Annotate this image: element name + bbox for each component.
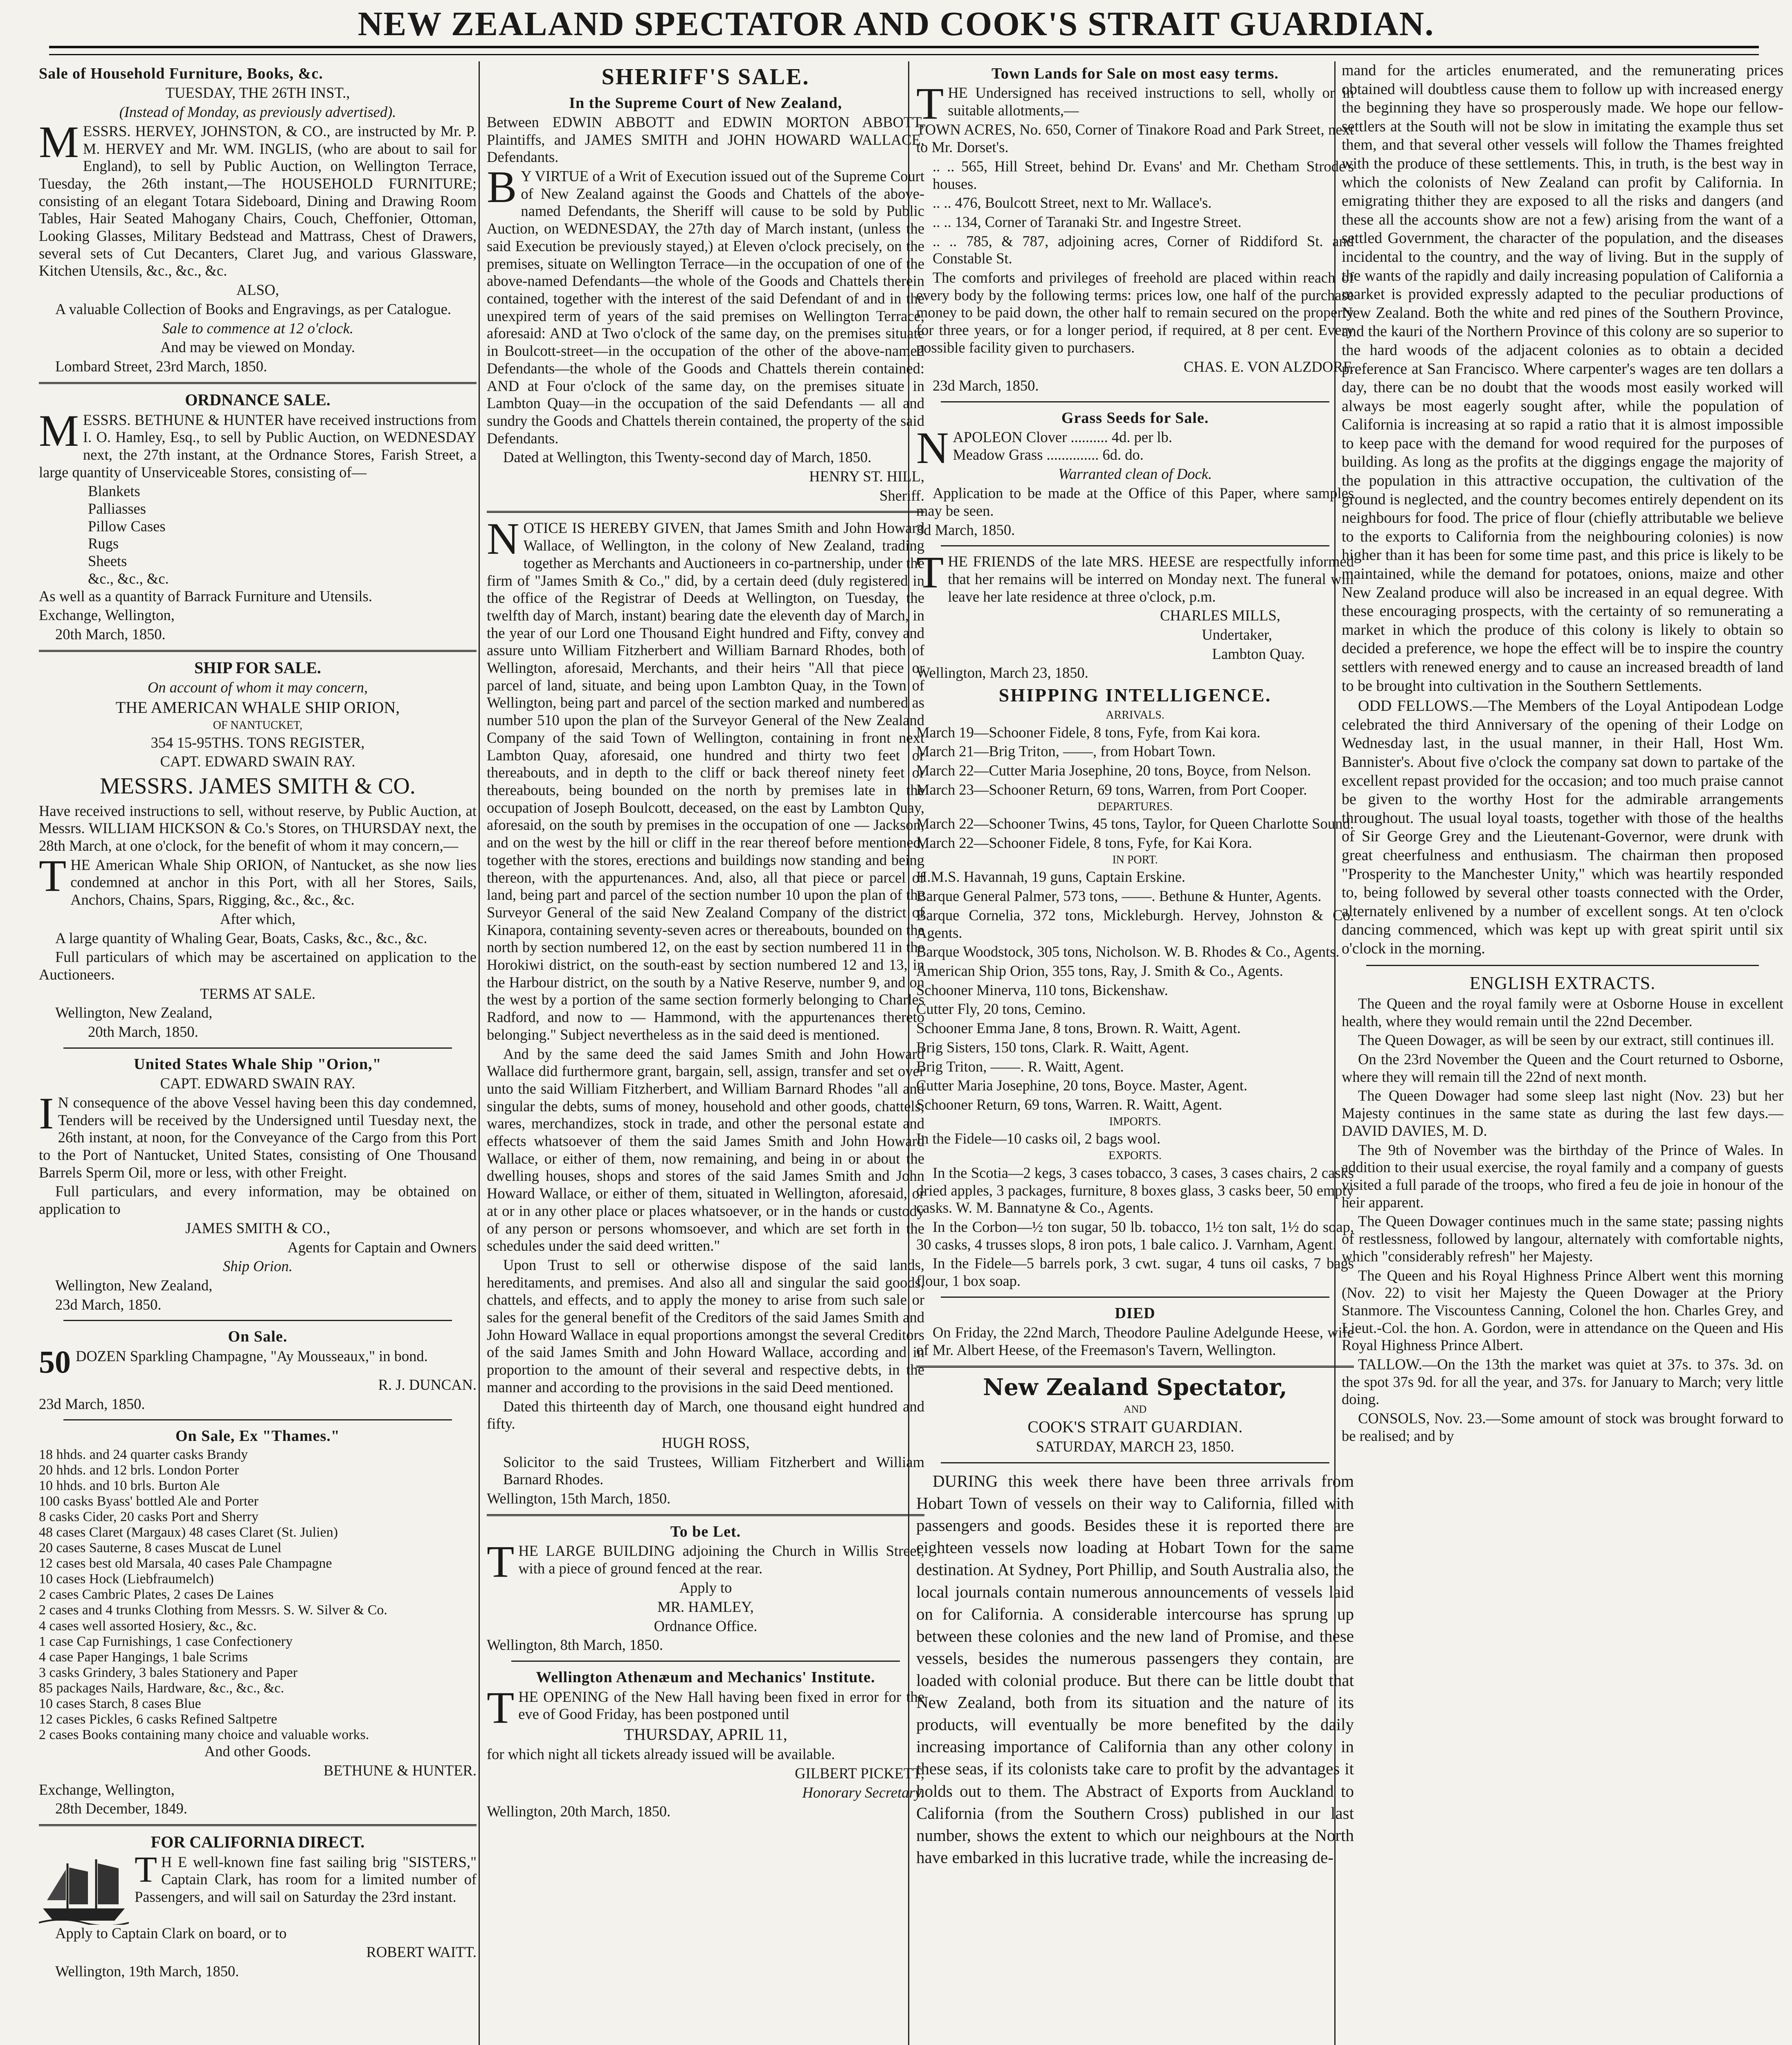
drop-cap: M: [39, 405, 79, 456]
list-item: .. .. 134, Corner of Taranaki Str. and Ingestre Street.: [933, 213, 1241, 230]
shipping-entry: March 22—Schooner Fidele, 8 tons, Fyfe, for Kai Kora.: [916, 834, 1252, 852]
shipping-entry: In the Scotia—2 kegs, 3 cases tobacco, 3 cases, 3 cases chairs, 2 casks dried apples, 3 packages, furniture, 8 boxes glass, 3 casks beer, 50 empty casks. W. M. Bannatyne & Co., Agents.: [916, 1164, 1354, 1216]
oddfellows-article: ODD FELLOWS.—The Members of the Loyal Antipodean Lodge celebrated the third Anniversary of the opening of their Lodge on Wednesday last, in the usual manner, in their Hall, Host Wm. Bannister's. About five o'clock the company sat down to partake of the excellent repast provided for the occasion; and too much praise cannot be given to the worthy Host for the admirable arrangements throughout. The usual loyal toasts, together with those of the healths of Sir George Grey and the Lieutenant-Governor, were drunk with great cheerfulness and enthusiasm. The chairman then proposed "Prosperity to the Manchester Unity," which was heartily responded to, being followed by several other toasts connected with the Order, alternately enlivened by a number of excellent songs. At ten o'clock dancing commenced, which was kept up with great spirit until six o'clock in the morning.: [1342, 697, 1783, 957]
notice-signature: Lambton Quay.: [1212, 645, 1305, 662]
ship-captain: CAPT. EDWARD SWAIN RAY.: [160, 753, 355, 770]
ad-dateline: Wellington, New Zealand,: [55, 1004, 213, 1021]
list-item: TOWN ACRES, No. 650, Corner of Tinakore Road and Park Street, next to Mr. Dorset's.: [916, 121, 1354, 156]
ad-heading: Town Lands for Sale on most easy terms.: [992, 65, 1279, 82]
list-item: Palliasses: [88, 500, 146, 517]
ad-body: As well as a quantity of Barrack Furniture and Utensils.: [39, 587, 372, 605]
shipping-entry: Barque Woodstock, 305 tons, Nicholson. W. B. Rhodes & Co., Agents.: [916, 943, 1340, 960]
ad-body: A large quantity of Whaling Gear, Boats, Casks, &c., &c., &c.: [55, 929, 427, 946]
paper-name-blackletter: New Zealand Spectator,: [983, 1373, 1287, 1401]
price-line: APOLEON Clover .......... 4d. per lb.: [953, 429, 1172, 446]
notice-signature: Sheriff.: [879, 487, 924, 504]
ad-body: HE American Whale Ship ORION, of Nantucket, as she now lies condemned at anchor in this Port, with all her Stores, Sails, Anchors, Chains, Spars, Rigging, &c., &c., &c.: [70, 856, 477, 908]
list-item: 20 hhds. and 12 brls. London Porter: [39, 1462, 239, 1478]
notice-date: Dated at Wellington, this Twenty-second day of March, 1850.: [503, 449, 872, 466]
died-notice: [916, 1304, 1354, 1359]
ad-date: Wellington, 19th March, 1850.: [55, 1963, 239, 1980]
ad-heading: ORDNANCE SALE.: [185, 390, 331, 409]
ordnance-sale-ad: [39, 391, 477, 643]
ad-date-line: TUESDAY, THE 26TH INST.,: [165, 84, 350, 101]
ship-name: THE AMERICAN WHALE SHIP ORION,: [115, 698, 400, 717]
notice-body: OTICE IS HEREBY GIVEN, that James Smith and John Howard Wallace, of Wellington, in the colony of New Zealand, trading together as Merchants and Auctioneers in co-partnership, under the firm of "James Smith & Co.," did, by a certain deed (duly registered in the office of the Registrar of Deeds at Wellington, on Tuesday, the twelfth day of March, instant) bearing date the eleventh day of March, in the year of our Lord one Thousand Eight hundred and Fifty, convey and assure unto William Fitzherbert and William Barnard Rhodes, both of Wellington, aforesaid, Merchants, and their heirs "All that piece or parcel of land, situate, and being upon Lambton Quay, in the Town of Wellington, being part and parcel of the section marked and numbered as number 510 upon the plan of the Surveyor General of the New Zealand Company of the said Town of Wellington, containing in front next Lambton Quay, aforesaid, one hundred and thirty two feet or thereabouts, and in depth to the cliff or back thereof ninety feet or thereabouts, being bounded on the north by premises late in the occupation of Joseph Boulcott, deceased, on the east by Lambton Quay, aforesaid, on the south by premises in the occupation of one — Jackson, and on the west by the hill or cliff in the rear thereof before mentioned, together with the stores, erections and buildings now standing and being thereon, with the appurtenances. And, also, all that piece or parcel of land, being part and parcel of the section number 10 upon the plan of the Surveyor General of the said New Zealand Company of the district of Kinapora, containing seventy-seven acres or thereabouts, bounded on the north by section numbered 12, on the east by section numbered 11 in the Horokiwi district, on the south-east by section numbered 12 and 13, in the Harbour district, on the south by a Native Reserve, number 9, and on the west by a portion of the same section formerly belonging to Charles Radford, and now to — Hammond, with the appurtenances thereto belonging." Subject nevertheless as in the said deed is mentioned.: [487, 519, 924, 1043]
champagne-sale-ad: [39, 1328, 477, 1413]
shipping-entry: Barque Cornelia, 372 tons, Mickleburgh. Hervey, Johnston & Co. Agents.: [916, 906, 1354, 941]
ad-signature: Ordnance Office.: [654, 1617, 758, 1634]
shipping-entry: Cutter Maria Josephine, 20 tons, Boyce. Master, Agent.: [916, 1077, 1248, 1094]
news-item: The 9th of November was the birthday of the Prince of Wales. In addition to their usual exercise, the royal family and a company of guests visited a full parade of the troops, who fired a feu de joie in honour of the heir apparent.: [1342, 1141, 1783, 1211]
ad-subheading: On account of whom it may concern,: [147, 679, 368, 696]
issue-date: SATURDAY, MARCH 23, 1850.: [1036, 1438, 1234, 1455]
divider: [487, 511, 924, 513]
drop-cap: I: [39, 1088, 54, 1138]
athenaeum-notice: [487, 1668, 924, 1820]
ad-signature: JAMES SMITH & CO.,: [185, 1219, 330, 1236]
shipping-entry: Brig Triton, ——. R. Waitt, Agent.: [916, 1058, 1124, 1075]
shipping-entry: Cutter Fly, 20 tons, Cemino.: [916, 1000, 1086, 1018]
sailing-ship-icon: [39, 1855, 129, 1925]
column-rule: [479, 61, 480, 2045]
auction-firm: MESSRS. JAMES SMITH & CO.: [100, 773, 416, 799]
divider: [941, 545, 1329, 546]
divider: [63, 1320, 452, 1321]
ad-body: The comforts and privileges of freehold are placed within reach of every body by the following terms: prices low, one half of the purchase money to be paid down, the other half to remain secured on the property for three years, or for a longer period, if required, at 8 per cent. Every possible facility given to purchasers.: [916, 269, 1354, 356]
ad-note: Sale to commence at 12 o'clock.: [162, 319, 353, 337]
notice-body: HE OPENING of the New Hall having been fixed in error for the eve of Good Friday, has been postponed until: [518, 1688, 924, 1723]
divider: [63, 1419, 452, 1420]
ad-date: 23d March, 1850.: [933, 377, 1039, 394]
ad-date: 20th March, 1850.: [88, 1023, 198, 1040]
drop-cap: T: [135, 1849, 157, 1890]
quantity-figure: 50: [39, 1344, 71, 1380]
notice-signature: Honorary Secretary.: [802, 1784, 924, 1801]
event-date: THURSDAY, APRIL 11,: [624, 1725, 787, 1744]
ad-signature: Agents for Captain and Owners: [287, 1238, 477, 1256]
ad-signature: R. J. DUNCAN.: [378, 1376, 477, 1393]
list-item: 100 casks Byass' bottled Ale and Porter: [39, 1493, 259, 1509]
news-item: The Queen Dowager, as will be seen by our extract, still continues ill.: [1358, 1031, 1774, 1049]
news-item: On the 23rd November the Queen and the Court returned to Osborne, where they will remain till the 22nd of next month.: [1342, 1051, 1783, 1085]
ship-captain: CAPT. EDWARD SWAIN RAY.: [160, 1075, 355, 1092]
list-item: 10 cases Starch, 8 cases Blue: [39, 1696, 201, 1711]
notice-signature: GILBERT PICKETT,: [795, 1765, 924, 1782]
ad-note: Warranted clean of Dock.: [1058, 465, 1212, 483]
news-item: TALLOW.—On the 13th the market was quiet at 37s. to 37s. 3d. on the spot 37s 9d. for all the year, and 37s. for January to March; very little doing.: [1342, 1356, 1783, 1408]
news-item: The Queen Dowager continues much in the same state; passing nights of restlessness, followed by langour, alternately with comfortable nights, which "considerably refresh" her Majesty.: [1342, 1213, 1783, 1265]
paper-subtitle: COOK'S STRAIT GUARDIAN.: [1028, 1417, 1243, 1436]
ad-dateline: Lombard Street, 23rd March, 1850.: [55, 358, 267, 375]
ad-heading: FOR CALIFORNIA DIRECT.: [151, 1832, 365, 1851]
divider: [941, 401, 1329, 402]
ad-date: 28th December, 1849.: [55, 1800, 187, 1817]
column-2: [487, 61, 924, 2045]
editorial-continued: mand for the articles enumerated, and the remunerating prices obtained will doubtless cause them to follow up with increased energy the beginning they have so prosperously made. We hope our fellow-settlers at the South will not be slow in imitating the example thus set them, and that several other vessels will follow the Thames freighted with the produce of these settlements. This, in truth, is the best way in which the colonists of New Zealand can profit by California. In emigrating thither they are exposed to all the risks and dangers (and these all the accounts show are not a few) arising from the want of a settled Government, the character of the population, and the diseases incidental to the country, and the way of living. But in the supply of the wants of the rapidly and daily increasing population of California a market is provided expressly adapted to the peculiar productions of New Zealand. Both the white and red pines of the Southern Province, and the kauri of the Northern Province of this colony are so superior to the hard woods of the adjacent colonies as to obtain a decided preference at San Francisco. Where carpenter's wages are ten dollars a day, there can be no doubt that the woods most easily worked will always be most eagerly sought after, while the population of California is increasing at so rapid a ratio that it is almost impossible to keep pace with the demand for wood required for the purposes of building. As long as the profits at the diggings engage the majority of the population in this attractive occupation, the cultivation of the ground is neglected, and the country becomes entirely dependent on its neighbours for food. The price of flour (chiefly attributable we believe to the exports to California from the neighbouring colonies) is now higher than it has been for some time past, and this price is likely to be maintained, while the demand for potatoes, onions, maize and other New Zealand produce will also be increased in an equal degree. With these encouraging prospects, with the certainty of so remunerating a market in which the produce of this colony is likely to obtain so decided a preference, we hope the effect will be to inspire the country settlers with renewed energy and to cause an increased breadth of land to be brought into cultivation in the Southern Settlements.: [1342, 62, 1783, 694]
ad-date: 3d March, 1850.: [916, 521, 1015, 538]
list-item: 1 case Cap Furnishings, 1 case Confectionery: [39, 1634, 293, 1649]
subsection-heading: ARRIVALS.: [1106, 709, 1165, 721]
divider: [1366, 965, 1759, 966]
list-item: 12 cases Pickles, 6 casks Refined Saltpetre: [39, 1711, 277, 1727]
ad-body: A valuable Collection of Books and Engravings, as per Catalogue.: [55, 300, 452, 317]
english-extracts: [1342, 995, 1783, 1445]
shipping-entry: Barque General Palmer, 573 tons, ——. Bethune & Hunter, Agents.: [916, 888, 1322, 905]
ad-signature: BETHUNE & HUNTER.: [323, 1762, 477, 1779]
ad-heading: Sale of Household Furniture, Books, &c.: [39, 65, 323, 82]
ad-heading: Grass Seeds for Sale.: [1061, 409, 1209, 427]
ad-heading: United States Whale Ship "Orion,": [134, 1055, 382, 1073]
ship-origin: OF NANTUCKET,: [213, 719, 303, 732]
list-item: 4 cases well assorted Hosiery, &c., &c.: [39, 1618, 257, 1634]
list-item: 85 packages Nails, Hardware, &c., &c., &c.: [39, 1680, 284, 1696]
divider: [487, 1514, 924, 1516]
divider: [39, 382, 477, 384]
ad-heading: To be Let.: [670, 1523, 741, 1540]
list-item: .. .. 476, Boulcott Street, next to Mr. Wallace's.: [933, 194, 1212, 211]
price-line: Meadow Grass .............. 6d. do.: [953, 446, 1144, 463]
list-item: 10 hhds. and 10 brls. Burton Ale: [39, 1478, 220, 1493]
news-item: The Queen Dowager had some sleep last night (Nov. 23) but her Majesty continues in the same state as during the last few days.— DAVID DAVIES, M. D.: [1342, 1087, 1783, 1139]
to-be-let-ad: [487, 1523, 924, 1654]
ad-heading: On Sale.: [228, 1328, 288, 1346]
masthead-rule: [49, 46, 1759, 55]
ad-date: Wellington, 8th March, 1850.: [487, 1636, 663, 1654]
news-item: CONSOLS, Nov. 23.—Some amount of stock was brought forward to be realised; and by: [1342, 1410, 1783, 1444]
drop-cap: T: [487, 1537, 515, 1587]
drop-cap: T: [916, 547, 944, 598]
notice-heading: Wellington Athenæum and Mechanics' Institute.: [536, 1669, 875, 1686]
list-item: Pillow Cases: [88, 517, 166, 535]
column-4: [1342, 61, 1783, 2045]
notice-signature: HUGH ROSS,: [661, 1434, 750, 1451]
subsection-heading: IMPORTS.: [1109, 1115, 1161, 1128]
item-list: [39, 483, 477, 587]
shipping-entry: In the Fidele—10 casks oil, 2 bags wool.: [916, 1130, 1161, 1147]
shipping-intelligence: [916, 684, 1354, 1290]
ship-sale-ad: [39, 658, 477, 1041]
shipping-entry: Schooner Minerva, 110 tons, Bickenshaw.: [916, 981, 1168, 998]
list-item: Blankets: [88, 483, 140, 500]
divider: [941, 1297, 1329, 1298]
case-parties: Between EDWIN ABBOTT and EDWIN MORTON ABBOTT, Plaintiffs, and JAMES SMITH and JOHN HOWARD WALLACE, Defendants.: [487, 113, 924, 166]
editorial-body: DURING this week there have been three arrivals from Hobart Town of vessels on their way to California, filled with passengers and goods. Besides these it is reported there are eighteen vessels now loading at Hobart Town for the same destination. At Sydney, Port Phillip, and South Australia also, the local journals contain numerous announcements of vessels laid on for California. A considerable intercourse has sprung up between these colonies and the new land of Promise, and these vessels, besides the numerous passengers they contain, are loaded with colonial produce. But there can be little doubt that New Zealand, both from its situation and the nature of its products, will eventually be more benefited by the daily increasing importance of California than any other colony in these seas, if its colonists take care to profit by the advantages it holds out to them. The Abstract of Exports from Auckland to California (from the Southern Cross) published in our last number, shows the extent to which our neighbours at the North have embarked in this lucrative trade, while the increasing de-: [916, 1472, 1354, 1867]
notice-dateline: Wellington, 20th March, 1850.: [487, 1803, 671, 1820]
drop-cap: T: [39, 850, 67, 901]
furniture-sale-ad: [39, 65, 477, 375]
list-item: 3 casks Grindery, 3 bales Stationery and Paper: [39, 1665, 298, 1680]
list-item: 18 hhds. and 24 quarter casks Brandy: [39, 1447, 248, 1462]
notice-signature: CHARLES MILLS,: [1160, 607, 1280, 624]
ad-body: Application to be made at the Office of this Paper, where samples may be seen.: [916, 485, 1354, 519]
list-item: Rugs: [88, 535, 119, 552]
ad-heading: SHIP FOR SALE.: [194, 658, 322, 677]
divider: [39, 1824, 477, 1826]
list-item: 4 case Paper Hangings, 1 bale Scrims: [39, 1649, 248, 1665]
drop-cap: T: [916, 79, 944, 129]
list-item: .. .. 565, Hill Street, behind Dr. Evans' and Mr. Chetham Strode's houses.: [933, 157, 1354, 192]
drop-cap: M: [39, 117, 79, 167]
shipping-entry: Schooner Return, 69 tons, Warren. R. Waitt, Agent.: [916, 1096, 1223, 1113]
thames-goods-ad: [39, 1427, 477, 1818]
shipping-entry: American Ship Orion, 355 tons, Ray, J. Smith & Co., Agents.: [916, 962, 1283, 979]
ad-body: ESSRS. BETHUNE & HUNTER have received instructions from I. O. Hamley, Esq., to sell by Public Auction, on WEDNESDAY next, the 27th instant, at the Ordnance Stores, Farish Street, a large quantity of Unserviceable Stores, consisting of—: [39, 411, 477, 481]
shipping-entry: March 21—Brig Triton, ——, from Hobart Town.: [916, 743, 1216, 760]
shipping-entry: March 23—Schooner Return, 69 tons, Warren, from Port Cooper.: [916, 781, 1307, 798]
ad-body: Full particulars, and every information, may be obtained on application to: [39, 1183, 477, 1218]
ad-note: After which,: [220, 910, 296, 927]
masthead: [0, 0, 1792, 61]
funeral-notice: [916, 547, 1354, 682]
ad-dateline: Exchange, Wellington,: [39, 1781, 175, 1798]
drop-cap: N: [916, 423, 949, 473]
list-item: &c., &c., &c.: [88, 570, 169, 587]
ad-note: And may be viewed on Monday.: [160, 339, 355, 356]
ad-note: And other Goods.: [204, 1743, 311, 1760]
column-1: [39, 61, 477, 2045]
ad-body: H E well-known fine fast sailing brig "SISTERS," Captain Clark, has room for a limited number of Passengers, and will sail on Saturday the 23rd instant.: [135, 1853, 477, 1906]
ad-note: Apply to: [679, 1579, 732, 1596]
divider: [511, 1661, 900, 1662]
notice-dateline: Wellington, March 23, 1850.: [916, 664, 1088, 681]
town-lands-ad: [916, 65, 1354, 395]
notice-body: And by the same deed the said James Smith and John Howard Wallace did furthermore grant, bargain, sell, assign, transfer and set over unto the said William Fitzherbert, and William Barnard Rhodes "all and singular the debts, sums of money, household and other goods, chattels, wares, merchandizes, stock in trade, and other the personal estate and effects whatsoever of them the said James Smith and John Howard Wallace, or either of them, now remaining, and being in or about the dwelling houses, shops and stores of the said James Smith and John Howard Wallace, or either of them, situated in Wellington, aforesaid, or at or in any other place or places whatsoever, or in the hands or custody of any person or persons whomsoever, and which are set forth in the schedules under the said deed written.": [487, 1045, 924, 1254]
grass-seeds-ad: [916, 409, 1354, 539]
divider: [63, 1047, 452, 1049]
ad-signature: ROBERT WAITT.: [366, 1944, 477, 1961]
news-item: The Queen and the royal family were at Osborne House in excellent health, where they would remain until the 22nd December.: [1342, 995, 1783, 1029]
editorial-header: [916, 1374, 1354, 1456]
list-item: 2 cases Cambric Plates, 2 cases De Laines: [39, 1587, 274, 1602]
subsection-heading: DEPARTURES.: [1097, 800, 1173, 813]
ad-terms: TERMS AT SALE.: [200, 985, 316, 1002]
section-heading: DIED: [1115, 1304, 1156, 1322]
land-list: [916, 121, 1354, 267]
list-item: Sheets: [88, 553, 127, 570]
ad-date: 23d March, 1850.: [55, 1296, 162, 1313]
ad-date: 20th March, 1850.: [55, 625, 166, 643]
shipping-entry: In the Fidele—5 barrels pork, 3 cwt. sugar, 4 tuns oil casks, 7 bags flour, 1 box soap.: [916, 1255, 1354, 1290]
ad-signature: Ship Orion.: [223, 1258, 293, 1275]
ad-body: Apply to Captain Clark on board, or to: [55, 1924, 287, 1942]
notice-body: HE FRIENDS of the late MRS. HEESE are respectfully informed that her remains will be interred on Monday next. The funeral will leave her late residence at three o'clock, p.m.: [948, 553, 1354, 605]
ad-heading: On Sale, Ex "Thames.": [175, 1427, 340, 1445]
newspaper-title: NEW ZEALAND SPECTATOR AND COOK'S STRAIT GUARDIAN.: [358, 5, 1434, 43]
ad-signature: MR. HAMLEY,: [657, 1598, 754, 1615]
drop-cap: T: [487, 1682, 515, 1733]
assignment-notice: [487, 514, 924, 1507]
shipping-entry: In the Corbon—½ ton sugar, 50 lb. tobacco, 1½ ton salt, 1½ do soap, 30 casks, 4 trusses slops, 8 iron pots, 1 bale calico. J. Varnham, Agent.: [916, 1218, 1354, 1253]
drop-cap: B: [487, 162, 517, 212]
shipping-entry: March 19—Schooner Fidele, 8 tons, Fyfe, from Kai kora.: [916, 724, 1261, 741]
news-item: The Queen and his Royal Highness Prince Albert went this morning (Nov. 22) to visit her Majesty the Queen Dowager at the Priory Stanmore. The Viscountess Canning, Colonel the hon. Charles Grey, and Lieut.-Col. the hon. A. Gordon, were in attendance on the Queen and His Royal Highness Prince Albert.: [1342, 1267, 1783, 1354]
subsection-heading: IN PORT.: [1112, 853, 1158, 866]
section-heading: ENGLISH EXTRACTS.: [1469, 973, 1656, 993]
court-name: In the Supreme Court of New Zealand,: [569, 94, 842, 112]
column-3: [916, 61, 1354, 2045]
list-item: 2 cases Books containing many choice and valuable works.: [39, 1727, 369, 1743]
notice-body: Upon Trust to sell or otherwise dispose of the said lands, hereditaments, and premises. And also all and singular the said goods, chattels, and effects, and to apply the money to arise from such sale or sales for the general benefit of the Creditors of the said James Smith and John Howard Wallace in equal proportions amongst the several Creditors of the said James Smith and John Howard Wallace, according and in proportion to the amount of their several and respective debts, in the manner and according to the provisions in the said Deed mentioned.: [487, 1256, 924, 1396]
shipping-entry: March 22—Schooner Twins, 45 tons, Taylor, for Queen Charlotte Sound.: [916, 815, 1354, 832]
notice-dateline: Wellington, 15th March, 1850.: [487, 1490, 671, 1507]
drop-cap: N: [487, 514, 519, 564]
list-item: 20 cases Sauterne, 8 cases Muscat de Lunel: [39, 1540, 281, 1556]
list-item: 12 cases best old Marsala, 40 cases Pale Champagne: [39, 1556, 332, 1571]
ad-signature: CHAS. E. VON ALZDORF.: [1183, 358, 1354, 375]
shipping-entry: H.M.S. Havannah, 19 guns, Captain Erskine.: [916, 868, 1185, 885]
notice-body: for which night all tickets already issued will be available.: [487, 1746, 835, 1763]
list-item: 10 cases Hock (Liebfraumelch): [39, 1571, 214, 1587]
ad-dateline: Wellington, New Zealand,: [55, 1276, 213, 1294]
california-passage-ad: [39, 1833, 477, 1980]
ship-tonnage: 354 15-95THS. TONS REGISTER,: [151, 734, 365, 751]
shipping-entry: Brig Sisters, 150 tons, Clark. R. Waitt, Agent.: [916, 1038, 1189, 1056]
ad-body: Full particulars of which may be ascertained on application to the Auctioneers.: [39, 948, 477, 983]
whale-ship-orion-ad: [39, 1055, 477, 1314]
notice-heading: SHERIFF'S SALE.: [601, 64, 810, 90]
ad-date: 23d March, 1850.: [39, 1395, 145, 1412]
notice-signature: Solicitor to the said Trustees, William Fitzherbert and William Barnard Rhodes.: [503, 1453, 924, 1488]
ad-body: DOZEN Sparkling Champagne, "Ay Mousseaux," in bond.: [76, 1347, 428, 1364]
notice-body: Y VIRTUE of a Writ of Execution issued out of the Supreme Court of New Zealand against the Goods and Chattels of the above-named Defendants, the Sheriff will cause to be sold by Public Auction, on WEDNESDAY, the 27th day of March instant, (unless the said Execution be previously stayed,) at Eleven o'clock precisely, on the premises, situate on Wellington Terrace—in the occupation of one of the above-named Defendants—the whole of the Goods and Chattels therein contained, together with the interest of the said Defendant of and in the unexpired term of years of the said premises on Wellington Terrace, aforesaid: AND at Two o'clock of the same day, on the premises situate in Boulcott-street—in the occupation of the other of the above-named Defendants—the whole of the Goods and Chattels therein contained: AND at Four o'clock of the same day, on the premises situate in Lambton Quay—in the occupation of the said Defendants — all and sundry the Goods and Chattels therein contained, the property of the said Defendants.: [487, 168, 924, 447]
ad-body: HE LARGE BUILDING adjoining the Church in Willis Street, with a piece of ground fenced at the rear.: [518, 1542, 924, 1577]
ad-dateline: Exchange, Wellington,: [39, 607, 175, 624]
goods-list: [39, 1447, 477, 1743]
notice-signature: Undertaker,: [1202, 626, 1272, 643]
ad-body: Have received instructions to sell, without reserve, by Public Auction, at Messrs. WILLIAM HICKSON & Co.'s Stores, on THURSDAY next, the 28th March, at one o'clock, for the benefit of whom it may concern,—: [39, 802, 477, 854]
notice-signature: HENRY ST. HILL,: [809, 468, 924, 485]
shipping-entry: Schooner Emma Jane, 8 tons, Brown. R. Waitt, Agent.: [916, 1020, 1241, 1037]
divider: [941, 1462, 1329, 1463]
notice-body: On Friday, the 22nd March, Theodore Pauline Adelgunde Heese, wife of Mr. Albert Heese, of the Freemason's Tavern, Wellington.: [916, 1324, 1354, 1358]
list-item: 48 cases Claret (Margaux) 48 cases Claret (St. Julien): [39, 1525, 338, 1540]
ad-also: ALSO,: [236, 281, 279, 299]
paper-name-and: AND: [1123, 1403, 1147, 1416]
ad-body: ESSRS. HERVEY, JOHNSTON, & CO., are instructed by Mr. P. M. HERVEY and Mr. WM. INGLIS, (who are about to sail for England), to sell by Public Auction, on Wellington Terrace, Tuesday, the 26th instant,—The HOUSEHOLD FURNITURE; consisting of an elegant Totara Sideboard, Dining and Drawing Room Tables, Hair Seated Mahogany Chairs, Couch, Cheffonier, Ottoman, Looking Glasses, Military Bedstead and Mattrass, Chest of Drawers, several sets of Cut Decanters, Claret Jug, and various Glassware, Kitchen Utensils, &c., &c., &c.: [39, 122, 477, 279]
shipping-entry: March 22—Cutter Maria Josephine, 20 tons, Boyce, from Nelson.: [916, 762, 1311, 779]
ad-body: N consequence of the above Vessel having been this day condemned, Tenders will be received by the Undersigned until Tuesday next, the 26th instant, at noon, for the Conveyance of the Cargo from this Port to the Port of Nantucket, United States, consisting of One Thousand Barrels Sperm Oil, more or less, with other Freight.: [39, 1094, 477, 1181]
ad-subheading: (Instead of Monday, as previously advertised).: [119, 103, 396, 121]
divider: [916, 1366, 1354, 1368]
list-item: 8 casks Cider, 20 casks Port and Sherry: [39, 1509, 259, 1524]
divider: [39, 650, 477, 652]
notice-date: Dated this thirteenth day of March, one thousand eight hundred and fifty.: [487, 1398, 924, 1432]
ad-body: HE Undersigned has received instructions to sell, wholly or in suitable allotments,—: [948, 84, 1354, 119]
sheriffs-sale-notice: [487, 64, 924, 504]
list-item: 2 cases and 4 trunks Clothing from Messrs. S. W. Silver & Co.: [39, 1602, 387, 1618]
subsection-heading: EXPORTS.: [1108, 1149, 1162, 1162]
section-heading: SHIPPING INTELLIGENCE.: [998, 685, 1272, 706]
list-item: .. .. 785, & 787, adjoining acres, Corner of Riddiford St. and Constable St.: [933, 232, 1354, 267]
